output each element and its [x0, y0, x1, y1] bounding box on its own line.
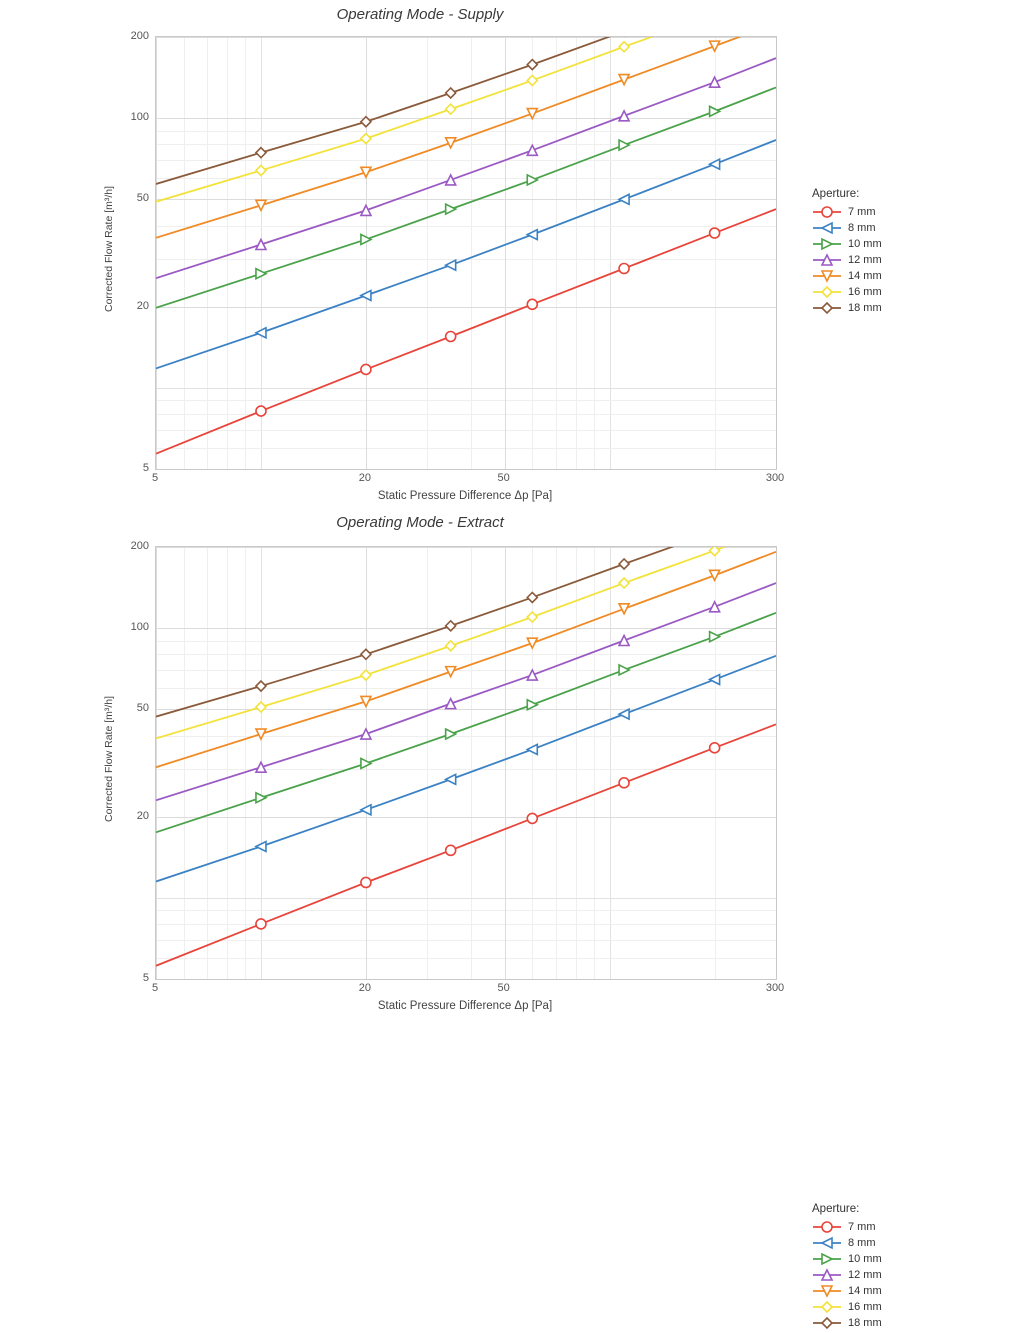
- legend-extract: [812, 1203, 882, 1331]
- legend-swatch-icon: [812, 301, 842, 315]
- legend-title: Aperture:: [812, 188, 860, 200]
- legend-swatch-icon: [812, 1236, 842, 1250]
- legend-label: 7 mm: [848, 1221, 876, 1233]
- legend-item[interactable]: [812, 1235, 882, 1251]
- chart-extract: [0, 508, 1024, 1329]
- y-axis-title: Corrected Flow Rate [m³/h]: [103, 185, 115, 312]
- legend-label: 18 mm: [848, 302, 882, 314]
- legend-item[interactable]: [812, 252, 882, 268]
- legend-swatch-icon: [812, 1252, 842, 1266]
- gridline-x-major: [776, 547, 777, 979]
- series-14-mm: [156, 37, 776, 238]
- y-axis-title: Corrected Flow Rate [m³/h]: [103, 695, 115, 822]
- legend-supply: [812, 188, 882, 316]
- legend-item[interactable]: [812, 1315, 882, 1331]
- x-tick-label: 20: [358, 982, 372, 994]
- series-layer: [156, 37, 776, 469]
- legend-item[interactable]: [812, 236, 882, 252]
- y-tick-label: 5: [142, 972, 149, 984]
- y-tick-label: 50: [136, 702, 149, 715]
- legend-label: 14 mm: [848, 270, 882, 282]
- legend-label: 18 mm: [848, 1317, 882, 1329]
- x-tick-label: 5: [151, 982, 159, 994]
- legend-item[interactable]: [812, 204, 882, 220]
- x-tick-label: 5: [151, 472, 159, 484]
- legend-label: 14 mm: [848, 1285, 882, 1297]
- legend-item[interactable]: [812, 1251, 882, 1267]
- legend-swatch-icon: [812, 253, 842, 267]
- x-tick-label: 300: [765, 982, 785, 994]
- legend-label: 16 mm: [848, 1301, 882, 1313]
- series-14-mm: [156, 552, 776, 767]
- legend-label: 12 mm: [848, 254, 882, 266]
- chart-supply: [0, 0, 1024, 512]
- legend-label: 8 mm: [848, 222, 876, 234]
- legend-label: 10 mm: [848, 1253, 882, 1265]
- legend-swatch-icon: [812, 205, 842, 219]
- legend-item[interactable]: [812, 284, 882, 300]
- legend-item[interactable]: [812, 268, 882, 284]
- legend-item[interactable]: [812, 1267, 882, 1283]
- x-tick-label: 20: [358, 472, 372, 484]
- legend-label: 12 mm: [848, 1269, 882, 1281]
- legend-swatch-icon: [812, 285, 842, 299]
- series-10-mm: [156, 613, 776, 832]
- legend-swatch-icon: [812, 1284, 842, 1298]
- gridline-y-major: [156, 469, 776, 470]
- legend-swatch-icon: [812, 269, 842, 283]
- x-tick-label: 300: [765, 472, 785, 484]
- legend-label: 8 mm: [848, 1237, 876, 1249]
- legend-label: 16 mm: [848, 286, 882, 298]
- legend-label: 7 mm: [848, 206, 876, 218]
- legend-item[interactable]: [812, 1283, 882, 1299]
- series-7-mm: [156, 209, 776, 454]
- y-tick-label: 200: [130, 540, 149, 552]
- series-18-mm: [156, 37, 776, 184]
- plot-area-extract: [155, 546, 777, 980]
- gridline-y: [156, 979, 776, 980]
- legend-item[interactable]: [812, 220, 882, 236]
- legend-swatch-icon: [812, 1268, 842, 1282]
- legend-swatch-icon: [812, 237, 842, 251]
- x-axis-title: Static Pressure Difference Δp [Pa]: [377, 490, 553, 502]
- series-16-mm: [156, 547, 776, 738]
- x-tick-label: 50: [497, 472, 510, 484]
- gridline-y: [156, 469, 776, 470]
- series-7-mm: [156, 724, 776, 965]
- y-tick-label: 20: [136, 299, 149, 312]
- chart-title-supply: Operating Mode - Supply: [336, 6, 504, 23]
- legend-swatch-icon: [812, 221, 842, 235]
- gridline-x: [776, 547, 777, 979]
- plot-area-supply: [155, 36, 777, 470]
- x-tick-label: 50: [497, 982, 510, 994]
- series-10-mm: [156, 87, 776, 307]
- y-tick-label: 50: [136, 192, 149, 205]
- legend-swatch-icon: [812, 1316, 842, 1330]
- y-tick-label: 200: [130, 30, 149, 42]
- legend-item[interactable]: [812, 1219, 882, 1235]
- x-axis-title: Static Pressure Difference Δp [Pa]: [377, 1000, 553, 1012]
- series-layer: [156, 547, 776, 979]
- legend-title: Aperture:: [812, 1203, 860, 1215]
- y-tick-label: 5: [142, 462, 149, 474]
- gridline-y-major: [156, 979, 776, 980]
- legend-item[interactable]: [812, 300, 882, 316]
- y-tick-label: 20: [136, 809, 149, 822]
- legend-swatch-icon: [812, 1300, 842, 1314]
- y-tick-label: 100: [130, 621, 149, 634]
- legend-label: 10 mm: [848, 238, 882, 250]
- y-tick-label: 100: [130, 111, 149, 124]
- legend-item[interactable]: [812, 1299, 882, 1315]
- gridline-x: [776, 37, 777, 469]
- legend-swatch-icon: [812, 1220, 842, 1234]
- gridline-x-major: [776, 37, 777, 469]
- chart-title-extract: Operating Mode - Extract: [336, 514, 504, 531]
